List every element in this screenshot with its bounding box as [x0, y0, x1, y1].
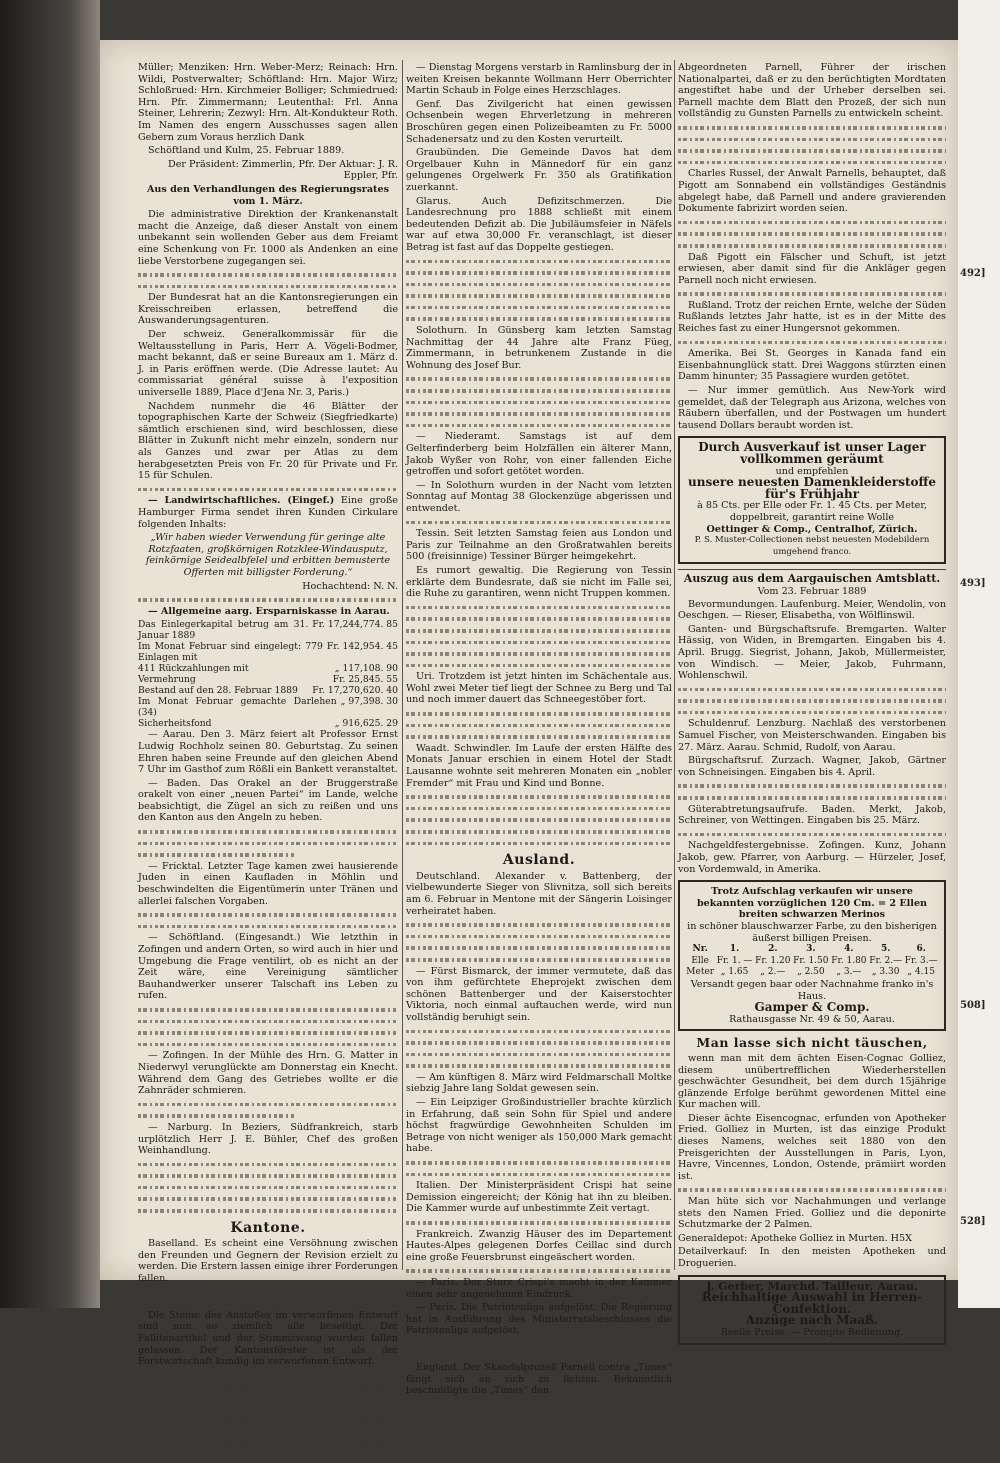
column-3 — [678, 62, 946, 1338]
article-paragraph: Es rumort gewaltig. Die Regierung von Tessin erklärte dem Bundesrate, daß sie nicht im Falle sei, die Ruhe zu garantiren, wenn nicht Truppen kommen. — [406, 564, 672, 600]
section-heading: Aus den Verhandlungen des Regierungsrates vom 1. März. — [146, 183, 389, 207]
article-paragraph: — Paris. Die Patriotenliga aufgelöst. Die Regierung hat in Ausführung des Ministerratsbeschlusses die Patriotenliga aufgelöst. — [406, 1302, 672, 1337]
text-line — [138, 1193, 398, 1205]
ad-paragraph: wenn man mit dem ächten Eisen-Cognac Golliez, diesem unübertrefflichen Wiederherstellen geschwächter Gesundheit, bei dem durch 15jährige glänzende Erfolge berühmt gewordenen Mittel eine Kur machen will. — [678, 1052, 946, 1111]
savings-value: „ 97,398. 30 — [340, 696, 398, 708]
text-line — [406, 256, 672, 268]
text-line — [406, 803, 672, 815]
adjacent-page-edge — [958, 0, 1000, 1308]
savings-value: Fr. 17,270,620. 40 — [312, 685, 398, 697]
price-table — [685, 944, 939, 979]
price-row — [685, 967, 939, 979]
ad-company: Gamper & Comp. — [754, 1000, 870, 1015]
text-line — [406, 648, 672, 660]
amtsblatt-entry: Ganten- und Bürgschaftsrufe. Bremgarten. Walter Hässig, von Widen, in Bremgarten. Eingaben bis 4. April. Brugg. Siegrist, Johann, Jakob, Müllermeister, von Windisch. — Meier, Jakob, Fuhrmann, Wohlenschwil. — [678, 623, 946, 682]
price-cell: Fr. 1.80 — [831, 955, 867, 966]
amtsblatt-date: Vom 23. Februar 1889 — [757, 585, 867, 597]
text-line — [406, 517, 672, 529]
article-paragraph: — Aarau. Den 3. März feiert alt Professor Ernst Ludwig Rochholz seinen 80. Geburtstag. Zu seinen Ehren haben seine Freunde auf den gleichen Abend 7 Uhr im Gasthof zum Rößli ein Bankett veranstaltet. — [138, 729, 398, 776]
ad-text: Reelle Preise. — Prompte Bedienung. — [720, 1326, 904, 1338]
section-heading-kantone: Kantone. — [230, 1219, 306, 1236]
text-line — [406, 385, 672, 397]
page-fragment: 508] — [960, 1000, 986, 1011]
price-cell: Fr. 1.50 — [793, 955, 829, 966]
savings-label: Bestand auf den 28. Februar 1889 — [138, 685, 298, 697]
column-rule — [402, 60, 403, 1270]
price-cell: „ 3.— — [836, 967, 862, 978]
text-line — [678, 122, 946, 134]
text-line — [406, 1049, 672, 1061]
article-paragraph: — Zofingen. In der Mühle des Hrn. G. Matter in Niederwyl verunglückte am Donnerstag ein Knecht. Während dem Gang des Getriebes wollte er die Zahnräder schmieren. — [138, 1050, 398, 1097]
savings-row — [138, 685, 398, 696]
article-lead: — Landwirtschaftliches. (Eingef.) — [148, 495, 335, 507]
text-line — [406, 919, 672, 931]
text-line — [406, 420, 672, 432]
price-cell: „ 2.— — [760, 967, 786, 978]
article-paragraph: Der schweiz. Generalkommissär für die Weltausstellung in Paris, Herr A. Vögeli-Bodmer, macht bekannt, daß er seine Bureaux am 1. März d. J. in Paris eröffnen werde. (Die Adresse lautet: Au commissariat général suisse à l'exposition universelle 1889, Place d'Jena Nr. 3, Paris.) — [138, 329, 398, 399]
article-paragraph: — Paris. Der Sturz Crispi's macht in der Kammer einen sehr angenehmen Eindruck. — [406, 1276, 672, 1300]
text-line — [678, 145, 946, 157]
text-line — [678, 1184, 946, 1196]
ad-company: Oettinger & Comp., Centralhof, Zürich. — [706, 523, 918, 535]
article-heading: — Allgemeine aarg. Ersparniskasse in Aarau. — [148, 605, 390, 617]
article-paragraph: — Narburg. In Beziers, Südfrankreich, starb urplötzlich Herr J. E. Bühler, Chef des großen Weinhandlung. — [138, 1121, 398, 1157]
price-cell: Fr. 1.20 — [755, 955, 791, 966]
text-line — [138, 1393, 398, 1405]
text-line — [406, 1265, 672, 1277]
text-line — [678, 240, 946, 252]
price-cell: „ 1.65 — [720, 967, 749, 978]
text-line — [406, 408, 672, 420]
signers: Der Präsident: Zimmerlin, Pfr. Der Aktuar: J. R. Eppler, Pfr. — [168, 158, 398, 182]
text-line — [406, 791, 672, 803]
text-line — [678, 337, 946, 349]
text-line — [138, 826, 398, 838]
article-paragraph: — Baden. Das Orakel an der Bruggerstraße orakelt von einer „neuen Partei“ im Lande, welche beabsichtigt, die Zügel an sich zu reißen und uns den Kanton aus den Angeln zu heben. — [138, 777, 398, 824]
text-line — [138, 1428, 398, 1440]
text-line — [406, 290, 672, 302]
text-line — [406, 1060, 672, 1072]
price-cell: 1. — [729, 944, 740, 955]
article-paragraph: — In Solothurn wurden in der Nacht vom letzten Sonntag auf Montag 38 Glockenzüge abgerissen und entwendet. — [406, 479, 672, 514]
savings-value: „ 916,625. 29 — [334, 718, 398, 730]
article-paragraph: Nachdem nunmehr die 46 Blätter der topographischen Karte der Schweiz (Siegfriedkarte) sämtlich erschienen sind, wird beschlossen, diese Blätter in Zukunft nicht mehr einzeln, sondern nur als Ganzes und zwar per Atlas zu dem herabgesetzten Preis von Fr. 20 für Private und Fr. 15 für Schulen. — [138, 400, 398, 482]
price-cell: 3. — [806, 944, 816, 955]
article-paragraph: Uri. Trotzdem ist jetzt hinten im Schächentale aus. Wohl zwei Meter tief liegt der Schnee zu Berg und Tal und noch immer dauert das Schneegestöber fort. — [406, 671, 672, 706]
savings-row — [138, 674, 398, 685]
amtsblatt-heading: Auszug aus dem Aargauischen Amtsblatt. — [683, 572, 941, 586]
ad-text: Trotz Aufschlag verkaufen wir unsere bekannten vorzüglichen 120 Cm. = 2 Ellen breiten schwarzen Merinos — [696, 886, 928, 921]
price-cell: Nr. — [692, 944, 708, 955]
ad-text: P. S. Muster-Collectionen nebst neuesten Modebildern umgehend franco. — [694, 535, 930, 557]
price-row — [685, 944, 939, 956]
text-line — [406, 279, 672, 291]
quote: „Wir haben wieder Verwendung für geringe alte Rotzfaaten, großkörnigen Rotzklee-Windausputz, feinkörnige Seidealbfelel und erbitten bemusterte Offerten mit billigster Forderung.“ — [145, 532, 391, 578]
text-line — [678, 707, 946, 719]
article-paragraph: Waadt. Schwindler. Im Laufe der ersten Hälfte des Monats Januar erschien in einem Hotel der Stadt Lausanne wohnte seit mehreren Monaten ein „nobler Fremder“ mit Frau und Kind und Bonne. — [406, 742, 672, 789]
price-cell: „ 4.15 — [907, 967, 935, 978]
article-paragraph: England. Der Skandalprozeß Parnell contra „Times“ fängt sich an sich zu lichten. Bekanntlich beschuldigte die „Times“ den — [406, 1362, 672, 1397]
text-line — [406, 1037, 672, 1049]
article-paragraph: Der Bundesrat hat an die Kantonsregierungen ein Kreisschreiben erlassen, betreffend die Auswanderungsagenturen. — [138, 292, 398, 327]
text-line — [138, 1159, 398, 1171]
text-line — [678, 288, 946, 300]
savings-value: Fr. 17,244,774. 85 — [312, 619, 398, 631]
text-line — [406, 660, 672, 672]
page-edge-left — [0, 0, 100, 1308]
article-paragraph: — Nur immer gemütlich. Aus New-York wird gemeldet, daß der Telegraph aus Arizona, welches von Räubern überfallen, und der Postwagen um hundert tausend Dollars beraubt worden ist. — [678, 385, 946, 431]
ad-text: à 85 Cts. per Elle oder Fr. 1. 45 Cts. per Meter, doppelbreit, garantirt reine Wolle — [697, 500, 927, 523]
text-line — [138, 1451, 398, 1463]
page-fragment: 528] — [960, 1216, 986, 1227]
price-cell: Fr. 2.— — [869, 955, 903, 966]
price-cell: 2. — [768, 944, 778, 955]
divider — [678, 569, 946, 570]
ad-headline: Reichhaltige Auswahl in Herren-Confektion. — [701, 1290, 923, 1316]
newspaper-page — [100, 40, 958, 1397]
text-line — [678, 134, 946, 146]
article-paragraph: Die Steine des Anstoßes im verworfenen Entwurf sind nun so ziemlich alle beseitigt. Der Fallitenartikel und der Stimmzwang wurden fallen gelassen. Der Kantonsförster ist als der Forstwirtschaft kundig im verworfenen Entwurf. — [138, 1309, 398, 1368]
text-line — [678, 684, 946, 696]
text-line — [138, 909, 398, 921]
text-line — [138, 1170, 398, 1182]
text-line — [406, 954, 672, 966]
savings-label: 411 Rückzahlungen mit — [138, 663, 249, 675]
text-line — [138, 1381, 398, 1393]
article-paragraph: Tessin. Seit letzten Samstag feien aus London und Paris zur Teilnahme an den Großratwahlen bereits 500 (freisinnige) Tessiner Bürger heimgekehrt. — [406, 528, 672, 563]
savings-value: Fr. 142,954. 45 — [326, 641, 398, 653]
article-paragraph: Frankreich. Zwanzig Häuser des im Departement Hautes-Alpes gelegenen Dorfes Ceillac sind durch eine große Feuersbrunst eingeäschert worden. — [406, 1228, 672, 1263]
article-paragraph: Amerika. Bei St. Georges in Kanada fand ein Eisenbahnunglück statt. Drei Waggons stürzten einen Damm hinunter; 35 Passagiere wurden getötet. — [678, 348, 946, 383]
text-line — [406, 814, 672, 826]
price-cell: Meter — [686, 967, 715, 978]
article-paragraph: — Fricktal. Letzter Tage kamen zwei hausierende Juden in einen Kaufladen in Möhlin und beschwindelten die Eigentümerin unter Tränen und allerlei falschen Vorgaben. — [138, 860, 398, 907]
article-paragraph: — Am künftigen 8. März wird Feldmarschall Moltke siebzig Jahre lang Soldat gewesen sein. — [406, 1071, 672, 1095]
text-line — [678, 157, 946, 169]
text-line — [406, 625, 672, 637]
text-line — [138, 1110, 294, 1122]
column-2 — [406, 62, 672, 1397]
article-paragraph: Daß Pigott ein Fälscher und Schuft, ist jetzt erwiesen, aber damit sind für die Ankläger gegen Parnell noch nicht erwiesen. — [678, 251, 946, 286]
text-line — [138, 921, 398, 933]
ad-detail: Detailverkauf: In den meisten Apotheken und Droguerien. — [678, 1246, 946, 1269]
text-line — [678, 792, 946, 804]
section-heading-ausland: Ausland. — [502, 852, 576, 869]
page-fragment: 493] — [960, 578, 986, 589]
column-rule — [674, 60, 675, 1270]
text-line — [138, 1439, 398, 1451]
text-line — [138, 484, 398, 496]
amtsblatt-entry: Bürgschaftsruf. Zurzach. Wagner, Jakob, Gärtner von Schneisingen. Eingaben bis 4. April. — [678, 755, 946, 778]
text-line — [406, 373, 672, 385]
text-line — [406, 1217, 672, 1229]
text-line — [406, 708, 672, 720]
price-cell: 5. — [880, 944, 891, 955]
donation-list: Müller; Menziken: Hrn. Weber-Merz; Reinach: Hrn. Wildi, Postverwalter; Schöftland: Hrn. Major Wirz; Schloßrued: Hrn. Kirchmeier Bolliger; Schmiedrued: Hrn. Pfr. Zimmermann; Leutenthal: Frl. Anna Steiner, Lehrerin; Zezwyl: Hrn. Alt-Kondukteur Roth. Im Namen des engern Ausschusses sagen allen Gebern zum Voraus herzlich Dank — [138, 62, 398, 143]
amtsblatt-entry: Bevormundungen. Laufenburg. Meier, Wendolin, von Oeschgen. — Rieser, Elisabetha, von Wölflinswil. — [678, 598, 946, 622]
article-paragraph: Baselland. Es scheint eine Versöhnung zwischen den Freunden und Gegnern der Revision erzielt zu werden. Die Erstern lassen einige ihrer Forderungen fallen. — [138, 1238, 398, 1285]
ad-headline: Durch Ausverkauf ist unser Lager vollkommen geräumt — [698, 440, 926, 466]
article-paragraph: — Schöftland. (Eingesandt.) Wie letzthin in Zofingen und andern Orten, so wird auch in hier und Umgebung die Frage ventilirt, ob es nicht an der Zeit wäre, eine Vereinigung sämtlicher Bauhandwerker unserer Talschaft ins Leben zu rufen. — [138, 932, 398, 1002]
column-1 — [138, 62, 398, 1368]
savings-label: Im Monat Februar gemachte Darlehen (34) — [138, 696, 337, 719]
text-line — [406, 826, 672, 838]
ad-text: Versandt gegen baar oder Nachnahme franko in's Haus. — [690, 978, 934, 1002]
text-line — [406, 613, 672, 625]
text-line — [138, 281, 398, 293]
text-line — [138, 1039, 398, 1051]
savings-row — [138, 663, 398, 674]
text-line — [406, 942, 672, 954]
article-paragraph: Solothurn. In Günsberg kam letzten Samstag Nachmittag der 44 Jahre alte Franz Füeg, Zimmermann, in betrunkenem Zustande in die Wohnung des Josef Bur. — [406, 325, 672, 371]
text-line — [406, 1339, 672, 1351]
price-cell: 4. — [844, 944, 854, 955]
quote-sign: Hochachtend: N. N. — [302, 580, 398, 592]
text-line — [138, 269, 398, 281]
advertisement-gamper — [678, 880, 946, 1031]
ad-company: J. Gerber, Marchd. Tailleur, Aarau. — [706, 1279, 918, 1293]
article-paragraph: — Niederamt. Samstags ist auf dem Gelterfinderberg beim Holzfällen ein älterer Mann, Jakob Wyßer von Rohr, von einer fallenden Eiche getroffen und sofort getötet worden. — [406, 431, 672, 478]
article-paragraph: Abgeordneten Parnell, Führer der irischen Nationalpartei, daß er zu den berüchtigten Mordtaten angestiftet habe und der Urheber derselben sei. Parnell machte dem Blatt den Prozeß, der sich nun vollständig zu Gunsten Parnells zu entwickeln scheint. — [678, 62, 946, 120]
text-line — [138, 1370, 398, 1382]
text-line — [138, 1405, 398, 1417]
text-line — [678, 228, 946, 240]
savings-value: „ 117,108. 90 — [334, 663, 398, 675]
savings-row — [138, 696, 398, 718]
text-line — [406, 720, 672, 732]
ad-headline: unsere neuesten Damenkleiderstoffe für's Frühjahr — [688, 475, 936, 501]
price-cell: 6. — [916, 944, 926, 955]
text-line — [678, 780, 946, 792]
dateline: Schöftland und Kulm, 25. Februar 1889. — [148, 145, 345, 157]
price-cell: Fr. 1. — — [716, 955, 753, 966]
price-row — [685, 956, 939, 968]
text-line — [678, 829, 946, 841]
text-line — [406, 1157, 672, 1169]
text-line — [138, 1298, 398, 1310]
text-line — [406, 267, 672, 279]
text-line — [138, 1027, 398, 1039]
text-line — [138, 1205, 398, 1217]
savings-row — [138, 619, 398, 641]
savings-value: Fr. 25,845. 55 — [332, 674, 398, 686]
article-paragraph: Deutschland. Alexander v. Battenberg, der vielbewunderte Sieger von Slivnitza, soll sich bereits am 6. Februar in Mentone mit der Sängerin Loisinger verheiratet haben. — [406, 870, 672, 917]
text-line — [406, 1169, 672, 1181]
text-line — [406, 637, 672, 649]
article-paragraph: Die administrative Direktion der Krankenanstalt macht die Anzeige, daß dieser Anstalt von einem unbekannt sein wollenden Geber aus dem Freiamt eine Schenkung von Fr. 1000 als Andenken an eine liebe Verstorbene zugegangen sei. — [138, 209, 398, 267]
article-text: Eine große Hamburger Firma sendet ihren Kunden Cirkulare folgenden Inhalts: — [138, 495, 398, 530]
amtsblatt-entry: Nachgeldfestergebnisse. Zofingen. Kunz, Johann Jakob, gew. Pfarrer, von Aarburg. — Hürzeler, Josef, von Vordemwald, in Amerika. — [678, 840, 946, 875]
price-cell: „ 2.50 — [797, 967, 825, 978]
article-paragraph: Genf. Das Zivilgericht hat einen gewissen Ochsenbein wegen Ehrverletzung in mehreren Broschüren gegen einen Polizeibeamten zu Fr. 5000 Schadenersatz und zu den Kosten verurteilt. — [406, 98, 672, 145]
ad-paragraph: Man hüte sich vor Nachahmungen und verlange stets den Namen Fried. Golliez und die deponirte Schutzmarke der 2 Palmen. — [678, 1196, 946, 1231]
text-line — [406, 838, 672, 850]
text-line — [406, 1026, 672, 1038]
ad-headline-golliez: Man lasse sich nicht täuschen, — [696, 1035, 928, 1051]
text-line — [406, 931, 672, 943]
text-line — [138, 1099, 398, 1111]
text-line — [406, 731, 672, 743]
savings-row — [138, 718, 398, 729]
ad-headline: Anzüge nach Maaß. — [745, 1313, 879, 1328]
article-paragraph — [138, 495, 398, 530]
article-paragraph: Charles Russel, der Anwalt Parnells, behauptet, daß Pigott am Sonnabend ein vollständiges Geständnis abgelegt habe, daß Parnell und andere gravierenden Dokumente fabrizirt worden seien. — [678, 168, 946, 215]
article-paragraph: Glarus. Auch Defizitschmerzen. Die Landesrechnung pro 1888 schließt mit einem bedeutenden Defizit ab. Die Jubiläumsfeier in Näfels war auf etwa 30,000 Fr. veranschlagt, ist dieser Betrag ist fast auf das Doppelte gestiegen. — [406, 195, 672, 253]
text-line — [678, 695, 946, 707]
ad-paragraph: Dieser ächte Eisencognac, erfunden von Apotheker Fried. Golliez in Murten, ist das einzige Produkt dieses Namens, welches seit 1880 von den Preisgerichten der Ausstellungen in Paris, Lyon, Havre, Vincennes, London, Ostende, prämiirt worden ist. — [678, 1112, 946, 1182]
text-line — [138, 1416, 398, 1428]
savings-table — [138, 619, 398, 729]
page-fragment: 492] — [960, 268, 986, 279]
ad-text: in schöner blauschwarzer Farbe, zu den bisherigen äußerst billigen Preisen. — [687, 920, 937, 944]
price-cell: „ 3.30 — [871, 967, 900, 978]
advertisement-oettinger — [678, 436, 946, 564]
text-line — [406, 302, 672, 314]
article-paragraph: Italien. Der Ministerpräsident Crispi hat seine Demission eingereicht; der König hat ihn zu bleiben. Die Kammer wurde auf unbestimmte Zeit vertagt. — [406, 1180, 672, 1215]
text-line — [138, 1016, 398, 1028]
text-line — [138, 838, 398, 850]
savings-row — [138, 641, 398, 663]
text-line — [138, 594, 398, 606]
price-cell: Fr. 3.— — [904, 955, 938, 966]
text-line — [406, 397, 672, 409]
text-line — [138, 1287, 398, 1299]
price-cell: Elle — [691, 955, 709, 966]
text-line — [138, 849, 294, 861]
ad-address: Rathausgasse Nr. 49 & 50, Aarau. — [729, 1013, 895, 1025]
article-paragraph: Graubünden. Die Gemeinde Davos hat dem Orgelbauer Kuhn in Männedorf für ein ganz gelungenes Orgelwerk Fr. 350 als Gratifikation zuerkannt. — [406, 147, 672, 193]
text-line — [406, 313, 672, 325]
ad-text: und empfehlen — [775, 465, 849, 477]
amtsblatt-entry: Güterabtretungsaufrufe. Baden. Merkt, Jakob, Schreiner, von Wettingen. Eingaben bis 25. März. — [678, 803, 946, 827]
article-paragraph: — Fürst Bismarck, der immer vermutete, daß das von ihm gefürchtete Eheprojekt zwischen dem schönen Battenberger und der Kaiserstochter Viktoria, noch einmal auftauchen werde, wird nun vollständig beruhigt sein. — [406, 965, 672, 1023]
savings-label: Das Einlegerkapital betrug am 31. Januar 1889 — [138, 619, 309, 642]
text-line — [678, 217, 946, 229]
savings-label: Sicherheitsfond — [138, 718, 212, 730]
article-paragraph: — Dienstag Morgens verstarb in Ramlinsburg der in weiten Kreisen bekannte Wollmann Herr Oberrichter Martin Schaub in Folge eines Herzschlages. — [406, 62, 672, 97]
text-line — [138, 1004, 398, 1016]
text-line — [406, 1351, 672, 1363]
savings-label: Im Monat Februar sind eingelegt: 779 Einlagen mit — [138, 641, 323, 664]
advertisement-gerber — [678, 1275, 946, 1345]
article-paragraph: — Ein Leipziger Großindustrieller brachte kürzlich in Erfahrung, daß sein Sohn für Spiel und andere höchst fragwürdige Gewohnheiten Schulden im Betrage von nicht weniger als 150,000 Mark gemacht habe. — [406, 1097, 672, 1155]
text-line — [138, 1182, 398, 1194]
ad-depot: Generaldepot: Apotheke Golliez in Murten. H5X — [678, 1232, 912, 1244]
amtsblatt-entry: Schuldenruf. Lenzburg. Nachlaß des verstorbenen Samuel Fischer, von Meisterschwanden. Eingaben bis 27. März. Aarau. Schmid, Rudolf, von Aarau. — [678, 718, 946, 753]
savings-label: Vermehrung — [138, 674, 196, 686]
text-line — [406, 602, 672, 614]
article-paragraph: Rußland. Trotz der reichen Ernte, welche der Süden Rußlands letztes Jahr hatte, ist es in der Mitte des Reiches fast zu einer Hungersnot gekommen. — [678, 299, 946, 335]
